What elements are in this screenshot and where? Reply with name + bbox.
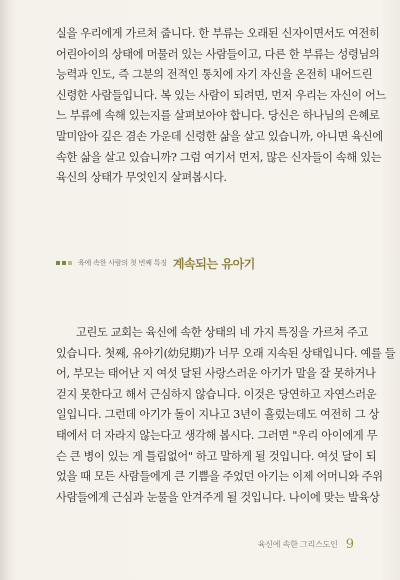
page-number: 9 [345, 537, 354, 552]
section-title: 계속되는 유아기 [172, 256, 255, 271]
text-line: 태에서 더 자라지 않는다고 생각해 봅시다. 그러면 "우리 아이에게 무 [56, 428, 378, 442]
text-line: 말미암아 깊은 겸손 가운데 신령한 삶을 살고 있습니까, 아니면 육신에 [56, 129, 383, 143]
text-line: 어린아이의 상태에 머물러 있는 사람들이고, 다른 한 부류는 성령님의 [56, 47, 380, 61]
page-gutter-shadow [0, 0, 10, 580]
text-line: 능력과 인도, 즉 그분의 전적인 통치에 자기 자신을 온전히 내어드린 [56, 68, 373, 82]
text-line: 속한 삶을 살고 있습니까? 그럼 여기서 먼저, 많은 신자들이 속해 있는 [56, 150, 382, 164]
section-subtitle: 육에 속한 사람의 첫 번째 특징 [78, 259, 167, 267]
page-footer [258, 537, 354, 552]
text-line: 실을 우리에게 가르쳐 줍니다. 한 부류는 오래된 신자이면서도 여전히 [56, 27, 380, 40]
text-line: 고린도 교회는 육신에 속한 상태의 네 가지 특징을 가르쳐 주고 [76, 326, 368, 339]
text-line: 신령한 사람들입니다. 복 있는 사람이 되려면, 먼저 우리는 자신이 어느 [56, 88, 387, 102]
text-line: 육신의 상태가 무엇인지 살펴봅시다. [56, 171, 227, 185]
text-line: 느 부류에 속해 있는지를 살펴보아야 합니다. 당신은 하나님의 은혜로 [56, 109, 380, 123]
text-line: 있습니다. 첫째, 유아기(幼兒期)가 너무 오래 지속된 상태입니다. 예를 들 [56, 346, 396, 360]
section-heading [56, 253, 255, 273]
body-paragraph [56, 323, 396, 508]
section-marker-icon [56, 261, 72, 265]
text-line: 걷지 못한다고 해서 근심하지 않습니다. 이것은 당연하고 자연스러운 [56, 387, 377, 401]
running-title: 육신에 속한 그리스도인 [257, 540, 338, 549]
text-line: 었을 때 모든 사람들에게 큰 기쁨을 주었던 아기는 이제 어머니와 주위 [56, 470, 383, 484]
text-line: 일입니다. 그런데 아기가 돌이 지나고 3년이 흘렀는데도 여전히 그 상 [56, 408, 380, 422]
text-line: 슨 큰 병이 있는 게 틀림없어" 하고 말하게 될 것입니다. 여섯 달이 되 [56, 449, 377, 463]
text-line: 어, 부모는 태어난 지 여섯 달된 사랑스러운 아기가 말을 잘 못하거나 [56, 367, 376, 381]
text-line: 사람들에게 근심과 눈물을 안겨주게 될 것입니다. 나이에 맞는 발육상 [56, 490, 380, 504]
body-paragraph [56, 24, 387, 189]
